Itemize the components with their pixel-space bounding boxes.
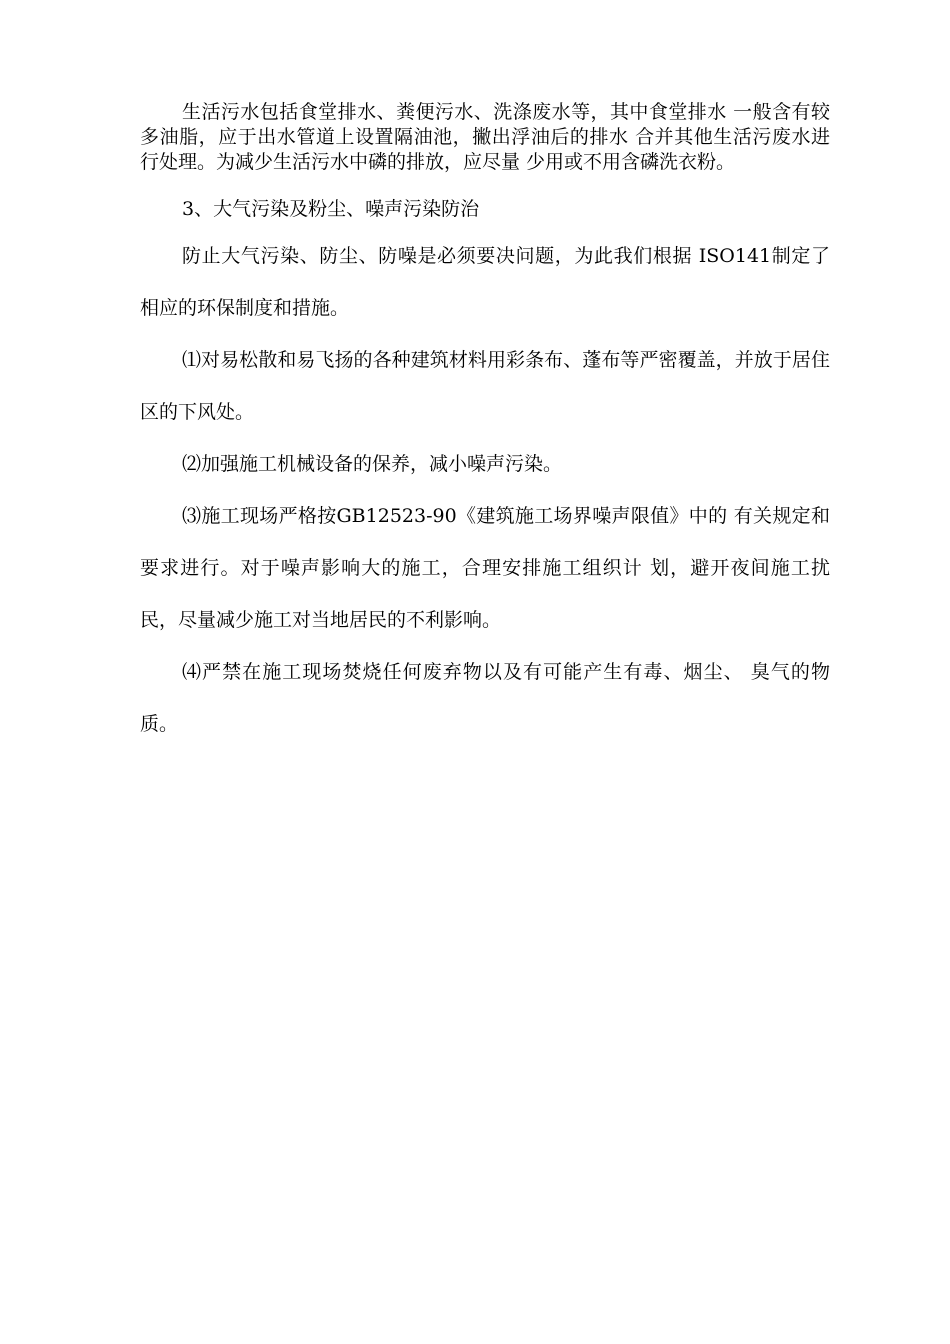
document-body <box>140 100 830 750</box>
list-item-noise-standard: ⑶施工现场严格按GB12523-90《建筑施工场界噪声限值》中的 有关规定和要求进行。对于噪声影响大的施工，合理安排施工组织计 划，避开夜间施工扰民，尽量减少施工对当地居民的不利影响。 <box>140 505 830 631</box>
list-item-material-covering: ⑴对易松散和易飞扬的各种建筑材料用彩条布、蓬布等严密覆盖，并放于居住区的下风处。 <box>140 349 830 423</box>
paragraph-domestic-sewage: 生活污水包括食堂排水、粪便污水、洗涤废水等，其中食堂排水 一般含有较多油脂，应于出水管道上设置隔油池，撇出浮油后的排水 合并其他生活污废水进行处理。为减少生活污水中磷的排放，应尽量 少用或不用含磷洗衣粉。 <box>140 101 830 173</box>
list-item-no-burning: ⑷严禁在施工现场焚烧任何废弃物以及有可能产生有毒、烟尘、 臭气的物质。 <box>140 661 830 735</box>
list-item-machine-maintenance: ⑵加强施工机械设备的保养，减小噪声污染。 <box>182 453 563 475</box>
section-heading-air-noise-pollution: 3、大气污染及粉尘、噪声污染防治 <box>182 198 480 220</box>
paragraph-environmental-policy: 防止大气污染、防尘、防噪是必须要决问题，为此我们根据 ISO141制定了相应的环保制度和措施。 <box>140 245 830 319</box>
